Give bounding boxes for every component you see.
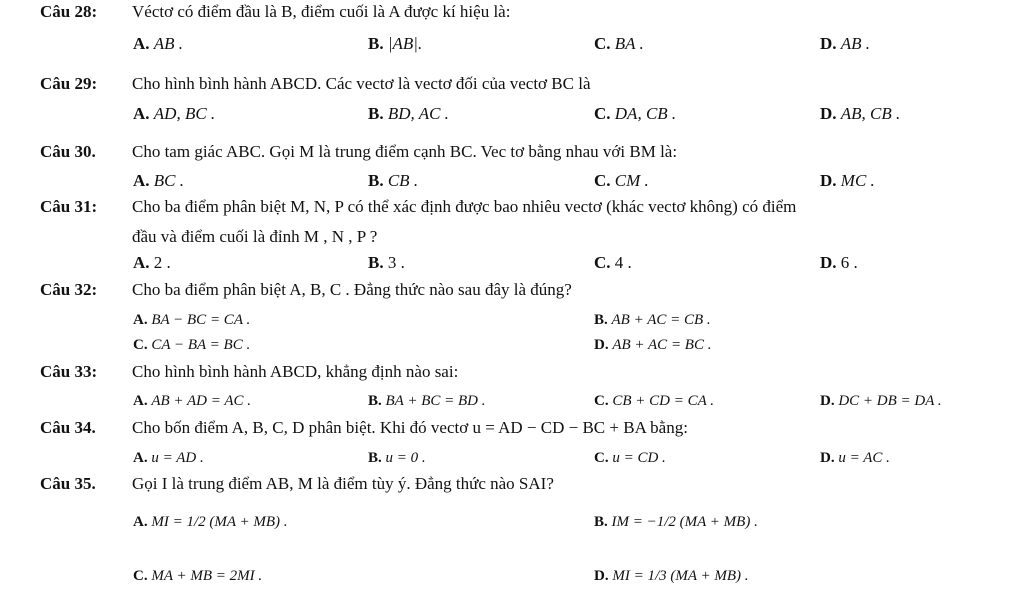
question-number: Câu 30. [40, 142, 96, 161]
option-d[interactable]: D. u = AC . [820, 450, 890, 466]
question-number: Câu 35. [40, 474, 96, 493]
question-number: Câu 32: [40, 280, 98, 299]
option-a[interactable]: A. AB . [133, 34, 184, 53]
question-29 [40, 74, 591, 94]
option-b[interactable]: B. BD, AC . [368, 104, 449, 123]
option-c[interactable]: C. 4 . [594, 253, 632, 272]
question-text: Gọi I là trung điểm AB, M là điểm tùy ý. Đẳng thức nào SAI? [132, 474, 554, 493]
option-c[interactable]: C. CM . [594, 171, 649, 190]
question-text-continued: đầu và điểm cuối là đỉnh M , N , P ? [132, 227, 378, 246]
option-content: |AB|. [387, 34, 423, 53]
question-number: Câu 33: [40, 362, 98, 381]
option-b[interactable]: B. |AB|. [368, 34, 423, 53]
option-c[interactable]: C. BA . [594, 34, 644, 53]
option-d[interactable]: D. AB . [820, 34, 871, 53]
question-number: Câu 28: [40, 2, 98, 21]
question-text: Cho bốn điểm A, B, C, D phân biệt. Khi đó vectơ u = AD − CD − BC + BA bằng: [132, 418, 688, 437]
question-text: Cho hình bình hành ABCD, khẳng định nào sai: [132, 362, 459, 381]
option-d[interactable]: D. DC + DB = DA . [820, 393, 942, 409]
option-c[interactable]: C. CA − BA = BC . [133, 337, 251, 353]
question-28 [40, 2, 510, 22]
option-a[interactable]: A. u = AD . [133, 450, 204, 466]
question-number: Câu 34. [40, 418, 96, 437]
question-text: Véctơ có điểm đầu là B, điểm cuối là A được kí hiệu là: [132, 2, 511, 21]
option-b[interactable]: B. IM = −1/2 (MA + MB) . [594, 514, 758, 530]
question-number: Câu 29: [40, 74, 98, 93]
option-b[interactable]: B. BA + BC = BD . [368, 393, 486, 409]
question-30 [40, 142, 677, 162]
option-c[interactable]: C. DA, CB . [594, 104, 677, 123]
question-text: Cho ba điểm phân biệt A, B, C . Đẳng thức nào sau đây là đúng? [132, 280, 572, 299]
option-a[interactable]: A. AB + AD = AC . [133, 393, 252, 409]
option-b[interactable]: B. CB . [368, 171, 419, 190]
option-a[interactable]: A. MI = 1/2 (MA + MB) . [133, 514, 288, 530]
option-c[interactable]: C. CB + CD = CA . [594, 393, 714, 409]
option-b[interactable]: B. 3 . [368, 253, 405, 272]
option-c[interactable]: C. u = CD . [594, 450, 666, 466]
question-number: Câu 31: [40, 197, 98, 216]
option-a[interactable]: A. 2 . [133, 253, 171, 272]
option-b[interactable]: B. u = 0 . [368, 450, 426, 466]
question-35 [40, 474, 554, 494]
option-content: AB . [153, 34, 184, 53]
option-a[interactable]: A. BA − BC = CA . [133, 312, 251, 328]
option-c[interactable]: C. MA + MB = 2MI . [133, 568, 263, 584]
option-d[interactable]: D. 6 . [820, 253, 858, 272]
question-31 [40, 197, 796, 217]
option-content: BA . [614, 34, 644, 53]
option-d[interactable]: D. MC . [820, 171, 875, 190]
question-text: Cho ba điểm phân biệt M, N, P có thể xác định được bao nhiêu vectơ (khác vectơ không) có điểm [132, 197, 797, 216]
option-d[interactable]: D. AB + AC = BC . [594, 337, 712, 353]
option-b[interactable]: B. AB + AC = CB . [594, 312, 711, 328]
option-a[interactable]: A. AD, BC . [133, 104, 216, 123]
option-a[interactable]: A. BC . [133, 171, 185, 190]
question-text: Cho tam giác ABC. Gọi M là trung điểm cạnh BC. Vec tơ bằng nhau với BM là: [132, 142, 678, 161]
question-text: Cho hình bình hành ABCD. Các vectơ là vectơ đối của vectơ BC là [132, 74, 591, 93]
option-d[interactable]: D. MI = 1/3 (MA + MB) . [594, 568, 749, 584]
question-33 [40, 362, 458, 382]
question-34 [40, 418, 688, 438]
question-32 [40, 280, 572, 300]
option-content: AB . [840, 34, 871, 53]
option-d[interactable]: D. AB, CB . [820, 104, 901, 123]
